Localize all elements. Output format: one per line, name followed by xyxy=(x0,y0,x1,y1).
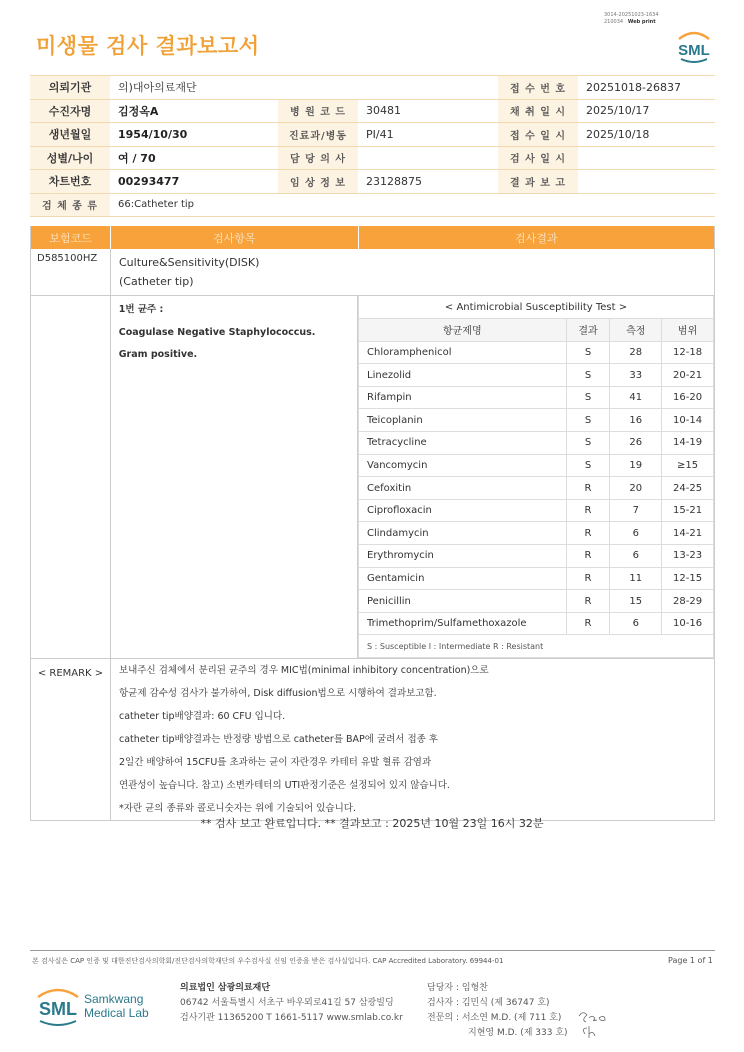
birth-value: 1954/10/30 xyxy=(110,123,278,147)
patient-name-value: 김정옥A xyxy=(110,99,278,123)
drug-measure: 16 xyxy=(610,409,662,432)
receipt-date-label: 접 수 일 시 xyxy=(498,123,578,147)
signature xyxy=(577,1010,609,1044)
ast-row xyxy=(359,341,714,364)
drug-range: 10-16 xyxy=(662,612,714,635)
test-code: D585100HZ xyxy=(31,249,111,295)
drug-range: 16-20 xyxy=(662,386,714,409)
patient-name-label: 수진자명 xyxy=(30,99,110,123)
report-title: 미생물 검사 결과보고서 xyxy=(36,34,260,58)
doctor-value xyxy=(358,146,498,170)
footer-logo-name2: Medical Lab xyxy=(84,1006,149,1020)
ast-row xyxy=(359,590,714,613)
gram-stain: Gram positive. xyxy=(118,349,198,361)
footer-addr: 06742 서울특별시 서초구 바우뫼로41길 57 삼광빌딩 xyxy=(180,998,394,1008)
print-info xyxy=(604,12,659,26)
logo-text: SML xyxy=(678,42,710,59)
drug-measure: 6 xyxy=(610,545,662,568)
results-section xyxy=(30,226,715,821)
page-number: Page 1 of 1 xyxy=(668,956,713,965)
remark-text xyxy=(111,659,497,820)
patient-info-table xyxy=(30,75,715,217)
report-value xyxy=(578,170,715,194)
drug-result: S xyxy=(566,454,610,477)
header-item: 검사항목 xyxy=(111,226,359,249)
organism-name: Coagulase Negative Staphylococcus. xyxy=(118,326,316,338)
print-type: Web print xyxy=(627,19,656,25)
drug-range: 14-21 xyxy=(662,522,714,545)
drug-range: 13-23 xyxy=(662,545,714,568)
ast-row xyxy=(359,454,714,477)
requester-label: 의뢰기관 xyxy=(30,76,110,100)
col-drug: 항균제명 xyxy=(359,319,567,342)
drug-result: R xyxy=(566,522,610,545)
drug-result: S xyxy=(566,364,610,387)
chart-no-label: 차트번호 xyxy=(30,170,110,194)
drug-measure: 6 xyxy=(610,612,662,635)
footer-contact: 검사기관 11365200 T 1661-5117 www.smlab.co.kr xyxy=(180,1013,403,1023)
drug-measure: 6 xyxy=(610,522,662,545)
collect-date-label: 채 취 일 시 xyxy=(498,99,578,123)
drug-name: Erythromycin xyxy=(359,545,567,568)
col-range: 범위 xyxy=(662,319,714,342)
ast-row xyxy=(359,432,714,455)
drug-result: R xyxy=(566,545,610,568)
header-code: 보험코드 xyxy=(31,226,111,249)
drug-result: S xyxy=(566,386,610,409)
receipt-no-label: 접 수 번 호 xyxy=(498,76,578,100)
drug-result: R xyxy=(566,499,610,522)
sex-age-label: 성별/나이 xyxy=(30,146,110,170)
doctor-label: 담 당 의 사 xyxy=(278,146,358,170)
drug-name: Teicoplanin xyxy=(359,409,567,432)
drug-name: Linezolid xyxy=(359,364,567,387)
ast-row xyxy=(359,499,714,522)
col-result: 결과 xyxy=(566,319,610,342)
drug-range: 12-18 xyxy=(662,341,714,364)
staff-doctor2: 지현영 M.D. (제 333 호) xyxy=(468,1028,568,1038)
ast-legend: S : Susceptible I : Intermediate R : Resistant xyxy=(359,635,714,658)
staff-manager: 담당자 : 임형찬 xyxy=(427,983,488,993)
drug-result: S xyxy=(566,409,610,432)
results-header xyxy=(31,226,714,249)
remark-label: < REMARK > xyxy=(31,659,111,820)
drug-name: Penicillin xyxy=(359,590,567,613)
test-date-value xyxy=(578,146,715,170)
specimen-label: 검 체 종 류 xyxy=(30,193,110,217)
clinical-label: 임 상 정 보 xyxy=(278,170,358,194)
drug-name: Ciprofloxacin xyxy=(359,499,567,522)
footer-address xyxy=(180,981,403,1026)
ast-table xyxy=(358,296,714,658)
receipt-date-value: 2025/10/18 xyxy=(578,123,715,147)
footer-logo-sml: SML xyxy=(39,999,77,1019)
remark-line: catheter tip배양결과: 60 CFU 입니다. xyxy=(119,711,286,722)
hospital-code-label: 병 원 코 드 xyxy=(278,99,358,123)
completion-text: ** 검사 보고 완료입니다. ** 결과보고 : 2025년 10월 23일 16시 32분 xyxy=(200,817,544,830)
drug-measure: 41 xyxy=(610,386,662,409)
chart-no-value: 00293477 xyxy=(110,170,278,194)
drug-range: 20-21 xyxy=(662,364,714,387)
sml-logo xyxy=(673,25,715,65)
drug-measure: 20 xyxy=(610,477,662,500)
drug-result: S xyxy=(566,432,610,455)
drug-name: Rifampin xyxy=(359,386,567,409)
drug-result: R xyxy=(566,590,610,613)
ast-row xyxy=(359,409,714,432)
clinical-value: 23128875 xyxy=(358,170,498,194)
drug-measure: 15 xyxy=(610,590,662,613)
drug-name: Trimethoprim/Sulfamethoxazole xyxy=(359,612,567,635)
drug-name: Tetracycline xyxy=(359,432,567,455)
staff-tester: 검사자 : 김민식 (제 36747 호) xyxy=(427,998,550,1008)
remark-line: *자란 균의 종류와 콜로니숫자는 위에 기술되어 있습니다. xyxy=(119,803,356,814)
drug-range: 10-14 xyxy=(662,409,714,432)
remark-line: 보내주신 검체에서 분리된 균주의 경우 MIC법(minimal inhibitory concentration)으로 xyxy=(119,665,489,676)
test-specimen: (Catheter tip) xyxy=(119,275,194,288)
drug-range: 15-21 xyxy=(662,499,714,522)
cert-text: 본 검사실은 CAP 인증 및 대한진단검사의학회/진단검사의학재단의 우수검사실 신임 인증을 받은 검사실입니다. CAP Accredited Laboratory. 69944-01 xyxy=(32,957,504,965)
test-name-row xyxy=(31,249,714,296)
footer-org: 의료법인 삼광의료재단 xyxy=(180,983,271,993)
footer-divider xyxy=(30,950,715,951)
drug-range: 14-19 xyxy=(662,432,714,455)
receipt-no-value: 20251018-26837 xyxy=(578,76,715,100)
drug-name: Gentamicin xyxy=(359,567,567,590)
footer-staff xyxy=(427,981,568,1041)
drug-measure: 19 xyxy=(610,454,662,477)
remark-line: 연관성이 높습니다. 참고) 소변카테터의 UTI판정기준은 설정되어 있지 않습니다. xyxy=(119,780,450,791)
sex-age-value: 여 / 70 xyxy=(110,146,278,170)
ast-row xyxy=(359,477,714,500)
drug-name: Chloramphenicol xyxy=(359,341,567,364)
drug-range: 24-25 xyxy=(662,477,714,500)
footer-logo-name1: Samkwang xyxy=(84,992,144,1006)
birth-label: 생년월일 xyxy=(30,123,110,147)
print-code: 210034 xyxy=(604,19,624,25)
dept-value: PI/41 xyxy=(358,123,498,147)
dept-label: 진료과/병동 xyxy=(278,123,358,147)
ast-title: < Antimicrobial Susceptibility Test > xyxy=(359,296,714,319)
ast-row xyxy=(359,522,714,545)
drug-result: S xyxy=(566,341,610,364)
drug-result: R xyxy=(566,612,610,635)
drug-range: ≥15 xyxy=(662,454,714,477)
remark-row xyxy=(31,658,714,820)
remark-line: 2일간 배양하여 15CFU를 초과하는 균이 자란경우 카테터 유발 혈류 감염과 xyxy=(119,757,432,768)
remark-line: 항균제 감수성 검사가 불가하여, Disk diffusion법으로 시행하여 결과보고함. xyxy=(119,688,437,699)
staff-doctor1: 전문의 : 서소연 M.D. (제 711 호) xyxy=(427,1013,562,1023)
header-result: 검사결과 xyxy=(515,231,558,245)
drug-name: Vancomycin xyxy=(359,454,567,477)
report-label: 결 과 보 고 xyxy=(498,170,578,194)
test-date-label: 검 사 일 시 xyxy=(498,146,578,170)
drug-measure: 11 xyxy=(610,567,662,590)
collect-date-value: 2025/10/17 xyxy=(578,99,715,123)
ast-row xyxy=(359,612,714,635)
drug-result: R xyxy=(566,477,610,500)
col-measure: 측정 xyxy=(610,319,662,342)
drug-range: 28-29 xyxy=(662,590,714,613)
drug-measure: 33 xyxy=(610,364,662,387)
remark-line: catheter tip배양결과는 반정량 방법으로 catheter를 BAP에 굴려서 접종 후 xyxy=(119,734,439,745)
print-id: 3014-20251023-1634 xyxy=(604,12,659,18)
drug-range: 12-15 xyxy=(662,567,714,590)
drug-measure: 28 xyxy=(610,341,662,364)
ast-row xyxy=(359,386,714,409)
drug-result: R xyxy=(566,567,610,590)
footer-logo xyxy=(36,983,166,1033)
ast-row xyxy=(359,545,714,568)
ast-row xyxy=(359,567,714,590)
ast-row xyxy=(359,364,714,387)
drug-name: Clindamycin xyxy=(359,522,567,545)
requester-value: 의)대아의료재단 xyxy=(110,76,498,100)
hospital-code-value: 30481 xyxy=(358,99,498,123)
drug-name: Cefoxitin xyxy=(359,477,567,500)
drug-measure: 7 xyxy=(610,499,662,522)
drug-measure: 26 xyxy=(610,432,662,455)
organism-row xyxy=(31,296,714,658)
specimen-value: 66:Catheter tip xyxy=(110,193,715,217)
test-name: Culture&Sensitivity(DISK) xyxy=(119,256,260,269)
organism-label: 1번 균주 : xyxy=(118,304,164,315)
